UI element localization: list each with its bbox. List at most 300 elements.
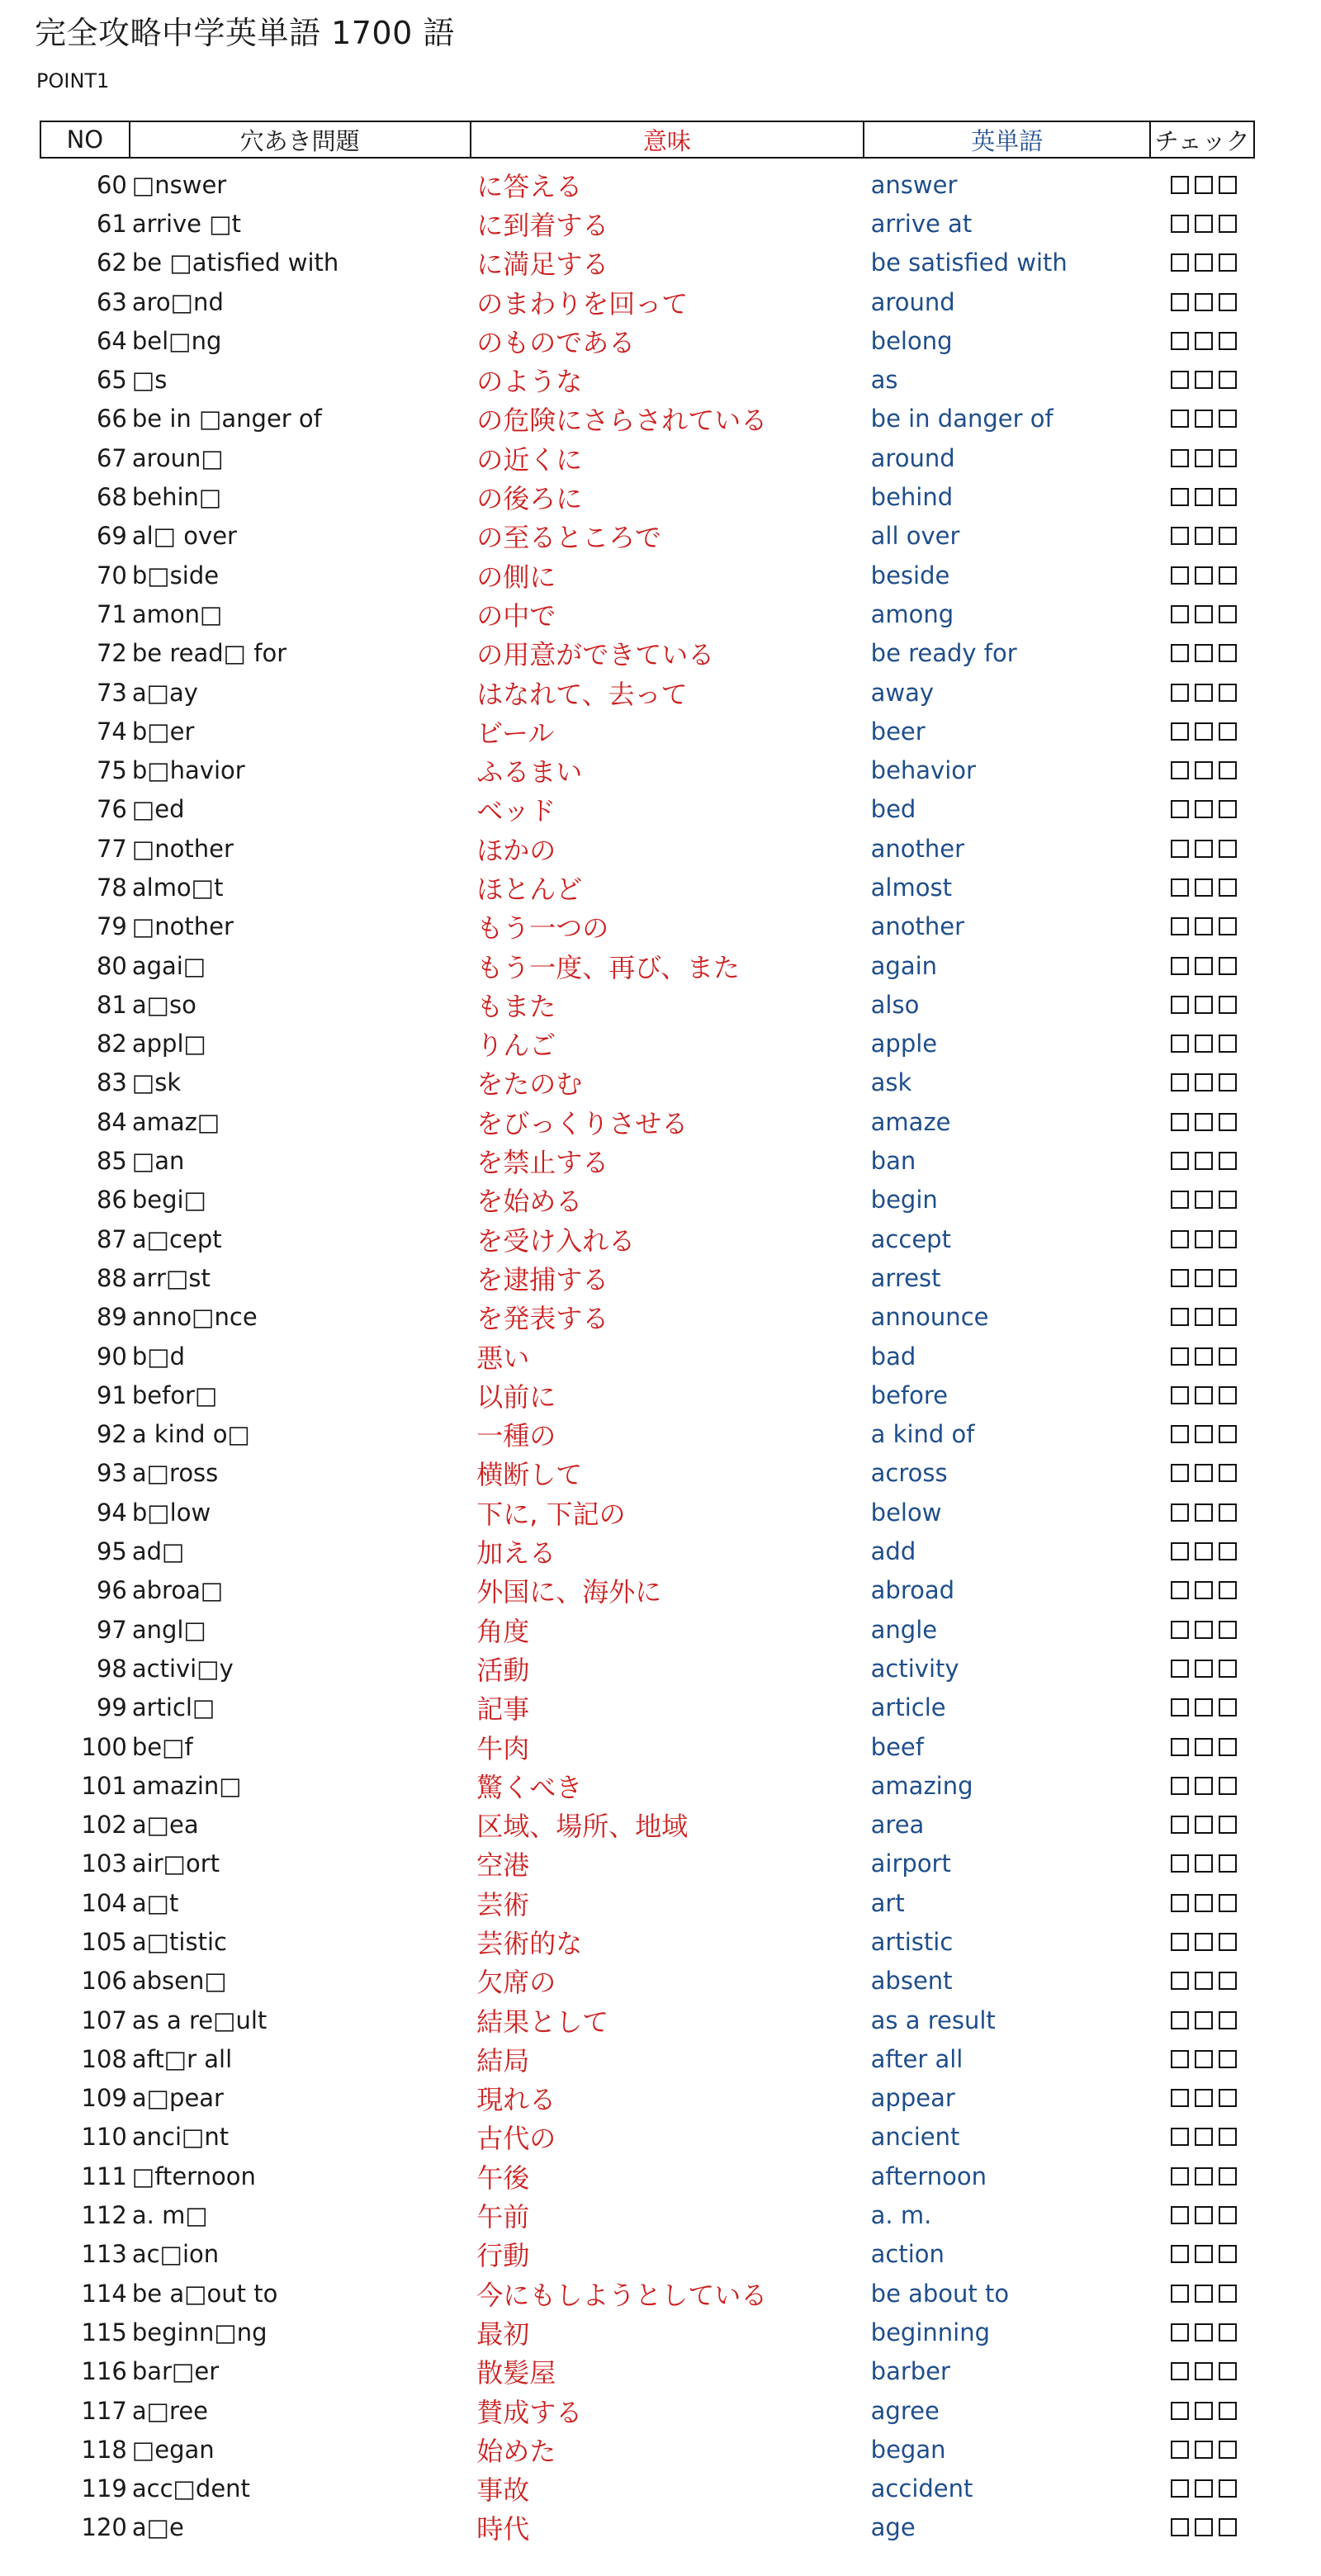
check-box[interactable] [1171, 1581, 1189, 1599]
check-box[interactable] [1219, 1972, 1237, 1990]
check-boxes [1153, 1816, 1255, 1834]
check-box[interactable] [1195, 2167, 1213, 2185]
check-box[interactable] [1219, 2518, 1237, 2536]
english-word: behavior [870, 756, 976, 785]
row-number: 95 [96, 1537, 127, 1566]
table-row [40, 829, 1255, 868]
check-box[interactable] [1171, 1464, 1189, 1482]
check-box[interactable] [1195, 1972, 1213, 1990]
check-box[interactable] [1219, 917, 1237, 935]
check-box[interactable] [1171, 1816, 1189, 1834]
check-box[interactable] [1171, 293, 1189, 311]
check-box[interactable] [1219, 1542, 1237, 1560]
check-box[interactable] [1219, 2402, 1237, 2420]
check-box[interactable] [1171, 2206, 1189, 2224]
check-box[interactable] [1171, 800, 1189, 818]
check-box[interactable] [1195, 800, 1213, 818]
blank-question: be read□ for [131, 639, 287, 668]
header-check: チェック [1154, 126, 1250, 155]
check-boxes [1153, 1503, 1255, 1522]
english-word: area [870, 1811, 925, 1840]
meaning-text: 始めた [476, 2435, 556, 2467]
check-box[interactable] [1195, 684, 1213, 702]
meaning-text: の至るところで [476, 522, 661, 554]
check-box[interactable] [1219, 527, 1237, 545]
check-box[interactable] [1219, 2167, 1237, 2185]
table-row [40, 1454, 1255, 1493]
check-box[interactable] [1195, 2089, 1213, 2107]
meaning-text: を禁止する [476, 1147, 609, 1179]
check-box[interactable] [1171, 2050, 1189, 2068]
check-boxes [1153, 1621, 1255, 1639]
check-box[interactable] [1219, 1738, 1237, 1756]
check-box[interactable] [1171, 2245, 1189, 2263]
check-boxes [1153, 410, 1255, 428]
check-box[interactable] [1219, 1191, 1237, 1209]
check-box[interactable] [1195, 1738, 1213, 1756]
check-box[interactable] [1219, 332, 1237, 350]
meaning-text: 横断して [476, 1459, 583, 1491]
meaning-text: 散髪屋 [476, 2357, 556, 2389]
meaning-text: ベッド [476, 795, 556, 827]
check-box[interactable] [1219, 2050, 1237, 2068]
check-box[interactable] [1171, 2167, 1189, 2185]
check-box[interactable] [1219, 761, 1237, 779]
check-boxes [1153, 176, 1255, 194]
meaning-text: 区域、場所、地域 [476, 1811, 689, 1843]
table-row [40, 400, 1255, 438]
check-box[interactable] [1171, 527, 1189, 545]
check-box[interactable] [1219, 488, 1237, 506]
blank-question: □nother [131, 912, 234, 941]
check-box[interactable] [1171, 1777, 1189, 1795]
check-box[interactable] [1195, 996, 1213, 1014]
check-box[interactable] [1195, 2441, 1213, 2459]
english-word: apple [870, 1030, 938, 1058]
table-row [40, 1025, 1255, 1063]
check-box[interactable] [1195, 917, 1213, 935]
check-box[interactable] [1195, 2479, 1213, 2498]
check-box[interactable] [1219, 1035, 1237, 1053]
check-box[interactable] [1195, 878, 1213, 897]
check-box[interactable] [1219, 1581, 1237, 1599]
check-box[interactable] [1171, 1113, 1189, 1131]
check-box[interactable] [1195, 566, 1213, 585]
check-boxes [1153, 1425, 1255, 1443]
table-row [40, 1688, 1255, 1727]
header-meaning: 意味 [471, 122, 865, 157]
english-word: announce [870, 1303, 989, 1332]
meaning-text: 結果として [476, 2005, 609, 2038]
check-box[interactable] [1171, 1191, 1189, 1209]
check-box[interactable] [1195, 1269, 1213, 1287]
check-box[interactable] [1219, 1425, 1237, 1443]
check-box[interactable] [1171, 1933, 1189, 1951]
check-box[interactable] [1219, 1269, 1237, 1287]
check-box[interactable] [1195, 1816, 1213, 1834]
check-box[interactable] [1219, 957, 1237, 975]
check-box[interactable] [1195, 644, 1213, 662]
english-word: add [870, 1537, 916, 1566]
check-box[interactable] [1195, 1621, 1213, 1639]
check-box[interactable] [1219, 1854, 1237, 1873]
meaning-text: 結局 [476, 2044, 530, 2076]
check-box[interactable] [1219, 1816, 1237, 1834]
check-box[interactable] [1195, 332, 1213, 350]
blank-question: al□ over [131, 522, 237, 551]
check-box[interactable] [1219, 1386, 1237, 1404]
english-word: bed [870, 795, 916, 824]
check-box[interactable] [1195, 1425, 1213, 1443]
check-box[interactable] [1219, 605, 1237, 623]
table-row [40, 282, 1255, 321]
row-number: 84 [96, 1107, 127, 1136]
english-word: beside [870, 561, 950, 590]
blank-question: aro□nd [131, 287, 224, 316]
english-word: a kind of [870, 1420, 975, 1449]
row-number: 78 [96, 873, 127, 902]
row-number: 110 [81, 2123, 127, 2152]
check-box[interactable] [1171, 566, 1189, 585]
meaning-text: 午前 [476, 2201, 530, 2233]
check-box[interactable] [1195, 1854, 1213, 1873]
check-box[interactable] [1171, 1698, 1189, 1717]
check-box[interactable] [1195, 371, 1213, 389]
english-word: airport [870, 1849, 951, 1878]
check-box[interactable] [1195, 449, 1213, 467]
row-number: 119 [81, 2474, 127, 2503]
check-box[interactable] [1171, 761, 1189, 779]
check-box[interactable] [1171, 2518, 1189, 2536]
meaning-text: に満足する [476, 249, 609, 281]
meaning-text: の近くに [476, 443, 583, 476]
meaning-text: 最初 [476, 2318, 530, 2350]
english-word: away [870, 678, 935, 707]
blank-question: a□pear [131, 2084, 224, 2113]
english-word: barber [870, 2357, 950, 2386]
check-box[interactable] [1219, 1698, 1237, 1717]
check-box[interactable] [1219, 1503, 1237, 1522]
check-box[interactable] [1219, 1347, 1237, 1366]
check-box[interactable] [1171, 917, 1189, 935]
meaning-text: をたのむ [476, 1068, 583, 1101]
check-box[interactable] [1219, 293, 1237, 311]
check-box[interactable] [1195, 1894, 1213, 1912]
check-box[interactable] [1171, 1269, 1189, 1287]
check-box[interactable] [1171, 605, 1189, 623]
table-row [40, 2352, 1255, 2391]
check-box[interactable] [1195, 1152, 1213, 1170]
table-row [40, 2508, 1255, 2547]
check-box[interactable] [1171, 2128, 1189, 2146]
check-box[interactable] [1171, 1660, 1189, 1678]
check-box[interactable] [1219, 2479, 1237, 2498]
check-box[interactable] [1171, 2285, 1189, 2303]
check-box[interactable] [1219, 410, 1237, 428]
check-box[interactable] [1195, 215, 1213, 233]
check-box[interactable] [1195, 1542, 1213, 1560]
blank-question: □fternoon [131, 2162, 256, 2190]
check-box[interactable] [1195, 2402, 1213, 2420]
table-row [40, 1805, 1255, 1844]
meaning-text: 角度 [476, 1615, 530, 1647]
check-boxes [1153, 2089, 1255, 2107]
check-box[interactable] [1219, 1621, 1237, 1639]
check-box[interactable] [1219, 566, 1237, 585]
check-box[interactable] [1171, 1738, 1189, 1756]
blank-question: arr□st [131, 1263, 211, 1292]
check-box[interactable] [1219, 2128, 1237, 2146]
check-box[interactable] [1195, 1073, 1213, 1091]
row-number: 91 [96, 1380, 127, 1409]
check-box[interactable] [1195, 1308, 1213, 1326]
check-box[interactable] [1171, 1894, 1189, 1912]
table-row [40, 1181, 1255, 1219]
check-box[interactable] [1171, 878, 1189, 897]
check-box[interactable] [1195, 2128, 1213, 2146]
header-no: NO [41, 122, 130, 157]
check-box[interactable] [1195, 722, 1213, 741]
check-box[interactable] [1195, 1347, 1213, 1366]
table-row [40, 946, 1255, 985]
blank-question: b□side [131, 561, 220, 590]
check-box[interactable] [1219, 1660, 1237, 1678]
english-word: activity [870, 1654, 959, 1683]
check-box[interactable] [1219, 2089, 1237, 2107]
english-word: after all [870, 2044, 964, 2073]
check-box[interactable] [1195, 253, 1213, 272]
check-box[interactable] [1219, 1933, 1237, 1951]
english-word: article [870, 1693, 946, 1722]
english-word: be ready for [870, 639, 1017, 668]
english-word: angle [870, 1615, 938, 1644]
check-box[interactable] [1195, 410, 1213, 428]
check-box[interactable] [1219, 1894, 1237, 1912]
check-box[interactable] [1171, 410, 1189, 428]
meaning-text: の中で [476, 599, 556, 632]
check-box[interactable] [1171, 1035, 1189, 1053]
check-box[interactable] [1171, 1073, 1189, 1091]
check-box[interactable] [1219, 2206, 1237, 2224]
check-box[interactable] [1195, 1777, 1213, 1795]
check-box[interactable] [1195, 1503, 1213, 1522]
check-boxes [1153, 1308, 1255, 1326]
check-box[interactable] [1171, 1230, 1189, 1248]
check-boxes [1153, 800, 1255, 818]
check-box[interactable] [1171, 1308, 1189, 1326]
row-number: 69 [96, 522, 127, 551]
check-box[interactable] [1195, 2011, 1213, 2029]
row-number: 88 [96, 1263, 127, 1292]
check-box[interactable] [1219, 1464, 1237, 1482]
row-number: 62 [96, 249, 127, 277]
check-box[interactable] [1195, 761, 1213, 779]
row-number: 103 [81, 1849, 127, 1878]
check-box[interactable] [1219, 371, 1237, 389]
check-box[interactable] [1171, 2441, 1189, 2459]
english-word: appear [870, 2084, 955, 2113]
check-box[interactable] [1219, 840, 1237, 858]
english-word: answer [870, 170, 958, 199]
check-box[interactable] [1171, 1542, 1189, 1560]
table-row [40, 2274, 1255, 2313]
check-box[interactable] [1219, 176, 1237, 194]
blank-question: □s [131, 366, 168, 395]
page-subtitle: POINT1 [36, 69, 110, 92]
check-box[interactable] [1195, 605, 1213, 623]
check-box[interactable] [1219, 1308, 1237, 1326]
check-box[interactable] [1195, 1230, 1213, 1248]
blank-question: □sk [131, 1068, 182, 1097]
check-box[interactable] [1219, 684, 1237, 702]
check-box[interactable] [1171, 1152, 1189, 1170]
check-box[interactable] [1171, 1972, 1189, 1990]
check-box[interactable] [1195, 1698, 1213, 1717]
check-box[interactable] [1195, 176, 1213, 194]
blank-question: be in □anger of [131, 405, 322, 433]
blank-question: arrive □t [131, 209, 242, 238]
check-boxes [1153, 1035, 1255, 1053]
table-row [40, 1415, 1255, 1454]
check-box[interactable] [1171, 957, 1189, 975]
check-box[interactable] [1219, 878, 1237, 897]
check-box[interactable] [1171, 253, 1189, 272]
check-box[interactable] [1171, 644, 1189, 662]
check-box[interactable] [1195, 1464, 1213, 1482]
check-box[interactable] [1171, 332, 1189, 350]
check-box[interactable] [1219, 1777, 1237, 1795]
check-box[interactable] [1195, 527, 1213, 545]
check-box[interactable] [1195, 1191, 1213, 1209]
check-boxes [1153, 1269, 1255, 1287]
blank-question: a kind o□ [131, 1420, 250, 1449]
check-box[interactable] [1195, 1113, 1213, 1131]
table-row [40, 438, 1255, 477]
meaning-text: 古代の [476, 2123, 556, 2155]
check-box[interactable] [1171, 215, 1189, 233]
check-box[interactable] [1219, 2245, 1237, 2263]
check-box[interactable] [1195, 2245, 1213, 2263]
check-box[interactable] [1171, 840, 1189, 858]
meaning-text: 以前に [476, 1380, 556, 1413]
check-box[interactable] [1219, 996, 1237, 1014]
row-number: 115 [81, 2318, 127, 2346]
meaning-text: 外国に、海外に [476, 1576, 662, 1608]
check-box[interactable] [1171, 488, 1189, 506]
check-box[interactable] [1171, 2011, 1189, 2029]
check-box[interactable] [1171, 2479, 1189, 2498]
table-row [40, 321, 1255, 360]
meaning-text: のまわりを回って [476, 287, 689, 320]
check-box[interactable] [1219, 1230, 1237, 1248]
table-row [40, 556, 1255, 594]
check-box[interactable] [1195, 2050, 1213, 2068]
check-box[interactable] [1219, 2362, 1237, 2380]
check-box[interactable] [1171, 1503, 1189, 1522]
check-boxes [1153, 1933, 1255, 1951]
check-boxes [1153, 215, 1255, 233]
check-box[interactable] [1195, 293, 1213, 311]
check-box[interactable] [1171, 449, 1189, 467]
table-row [40, 790, 1255, 829]
check-box[interactable] [1195, 1581, 1213, 1599]
check-box[interactable] [1171, 996, 1189, 1014]
blank-question: bel□ng [131, 326, 222, 355]
row-number: 106 [81, 1967, 127, 1996]
check-box[interactable] [1171, 1854, 1189, 1873]
row-number: 75 [96, 756, 127, 785]
check-box[interactable] [1171, 1347, 1189, 1366]
check-box[interactable] [1195, 957, 1213, 975]
check-box[interactable] [1219, 1152, 1237, 1170]
blank-question: bar□er [131, 2357, 220, 2386]
blank-question: □nother [131, 834, 234, 863]
check-boxes [1153, 2245, 1255, 2263]
check-box[interactable] [1195, 840, 1213, 858]
blank-question: be □atisfied with [131, 249, 339, 277]
check-box[interactable] [1219, 2323, 1237, 2342]
check-box[interactable] [1219, 2441, 1237, 2459]
row-number: 117 [81, 2396, 127, 2425]
table-row [40, 165, 1255, 204]
check-box[interactable] [1171, 722, 1189, 741]
row-number: 66 [96, 405, 127, 433]
check-box[interactable] [1219, 1073, 1237, 1091]
meaning-text: もう一度、再び、また [476, 951, 741, 983]
check-box[interactable] [1195, 1933, 1213, 1951]
check-box[interactable] [1219, 1113, 1237, 1131]
check-box[interactable] [1171, 2402, 1189, 2420]
check-boxes [1153, 2479, 1255, 2498]
check-box[interactable] [1171, 2362, 1189, 2380]
check-box[interactable] [1195, 2206, 1213, 2224]
check-box[interactable] [1195, 1386, 1213, 1404]
check-boxes [1153, 2128, 1255, 2146]
row-number: 107 [81, 2005, 127, 2034]
check-box[interactable] [1171, 684, 1189, 702]
check-box[interactable] [1219, 2285, 1237, 2303]
check-box[interactable] [1171, 2089, 1189, 2107]
check-box[interactable] [1195, 1035, 1213, 1053]
check-box[interactable] [1195, 488, 1213, 506]
check-box[interactable] [1219, 449, 1237, 467]
check-box[interactable] [1219, 253, 1237, 272]
check-box[interactable] [1195, 2518, 1213, 2536]
check-box[interactable] [1219, 2011, 1237, 2029]
check-box[interactable] [1219, 215, 1237, 233]
check-box[interactable] [1171, 2323, 1189, 2342]
check-box[interactable] [1171, 176, 1189, 194]
check-box[interactable] [1171, 1425, 1189, 1443]
check-box[interactable] [1219, 644, 1237, 662]
check-box[interactable] [1219, 800, 1237, 818]
row-number: 114 [81, 2279, 127, 2308]
check-boxes [1153, 996, 1255, 1014]
check-box[interactable] [1195, 1660, 1213, 1678]
blank-question: a□ross [131, 1459, 219, 1488]
check-box[interactable] [1171, 1386, 1189, 1404]
check-box[interactable] [1171, 1621, 1189, 1639]
table-row [40, 1766, 1255, 1805]
check-box[interactable] [1195, 2323, 1213, 2342]
check-box[interactable] [1219, 722, 1237, 741]
english-word: agree [870, 2396, 940, 2425]
meaning-text: のものである [476, 326, 636, 358]
check-box[interactable] [1195, 2285, 1213, 2303]
meaning-text: ほとんど [476, 873, 583, 905]
check-box[interactable] [1195, 2362, 1213, 2380]
check-box[interactable] [1171, 371, 1189, 389]
